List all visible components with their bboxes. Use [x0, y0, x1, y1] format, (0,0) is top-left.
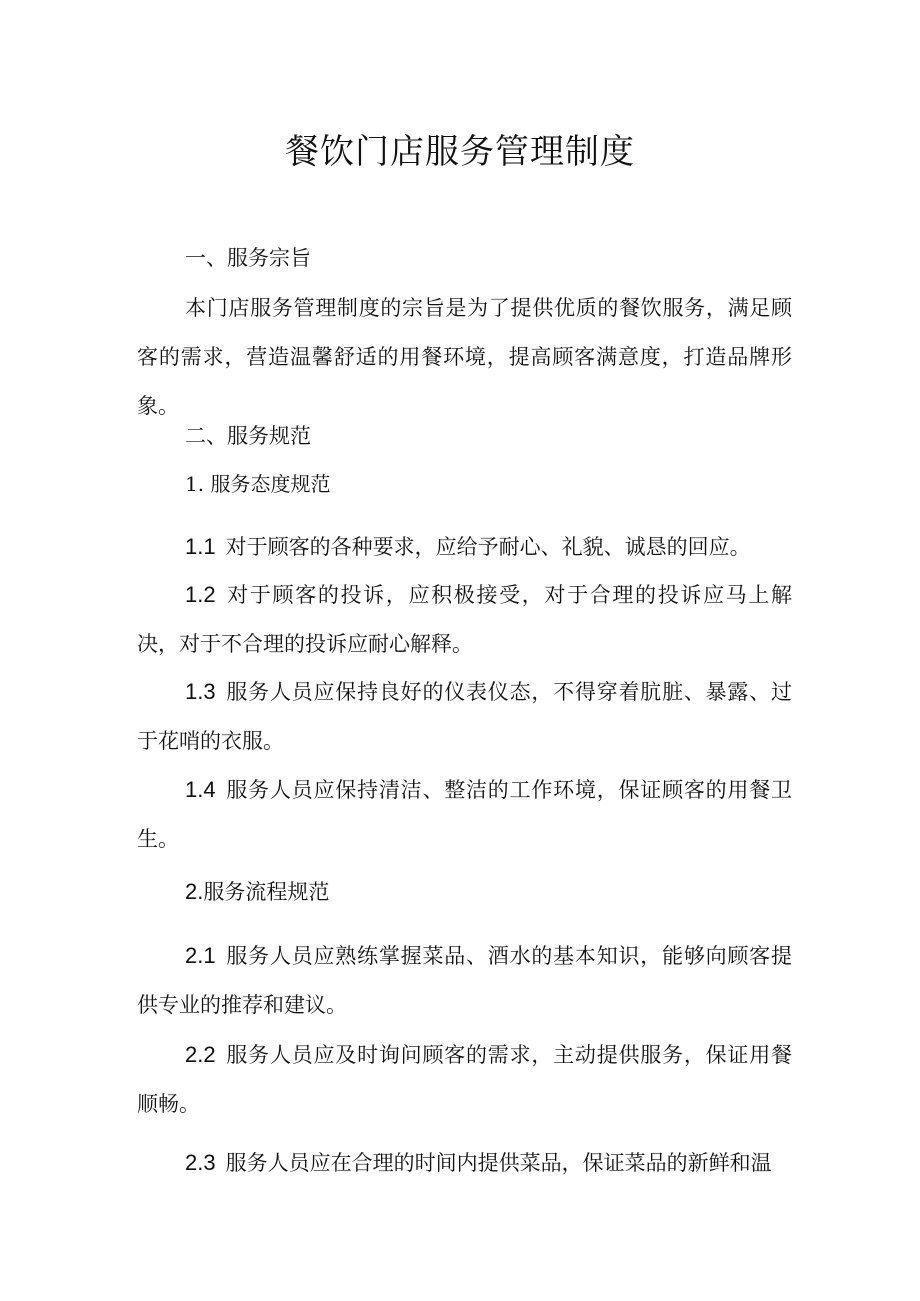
subsection-heading-process: [137, 867, 792, 917]
subsection-heading-attitude: 1. 服务态度规范: [185, 472, 331, 496]
item-number: 2.2: [185, 1042, 216, 1067]
item-text: 服务人员应保持清洁、整洁的工作环境，保证顾客的用餐卫生。: [137, 778, 792, 851]
item-number: 1.1: [185, 534, 216, 559]
section-heading-purpose: 一、服务宗旨: [185, 246, 311, 270]
subsection-number: 2.: [185, 879, 204, 904]
item-number: 2.3: [185, 1150, 216, 1175]
item-text: 服务人员应在合理的时间内提供菜品，保证菜品的新鲜和温: [225, 1151, 772, 1175]
item-text: 服务人员应及时询问顾客的需求，主动提供服务，保证用餐顺畅。: [137, 1043, 792, 1116]
list-item: [137, 1030, 792, 1129]
paragraph-purpose: 本门店服务管理制度的宗旨是为了提供优质的餐饮服务，满足顾客的需求，营造温馨舒适的用餐环境，提高顾客满意度，打造品牌形象。: [137, 296, 792, 418]
item-number: 1.4: [185, 777, 216, 802]
list-item: [137, 667, 792, 766]
item-text: 服务人员应熟练掌握菜品、酒水的基本知识，能够向顾客提供专业的推荐和建议。: [137, 944, 792, 1017]
item-text: 对于顾客的各种要求，应给予耐心、礼貌、诚恳的回应。: [225, 535, 751, 559]
list-item: [137, 931, 792, 1030]
item-number: 1.2: [185, 582, 216, 607]
document-title: 餐饮门店服务管理制度: [285, 132, 635, 172]
section-heading-standards: 二、服务规范: [185, 424, 311, 448]
item-text: 对于顾客的投诉，应积极接受，对于合理的投诉应马上解决，对于不合理的投诉应耐心解释。: [137, 583, 792, 656]
item-text: 服务人员应保持良好的仪表仪态，不得穿着肮脏、暴露、过于花哨的衣服。: [137, 680, 792, 753]
list-item: [137, 570, 792, 669]
subsection-title: 服务流程规范: [203, 880, 330, 904]
list-item: [137, 1138, 792, 1188]
list-item: [137, 765, 792, 864]
item-number: 2.1: [185, 943, 216, 968]
item-number: 1.3: [185, 679, 216, 704]
list-item: [137, 522, 792, 572]
